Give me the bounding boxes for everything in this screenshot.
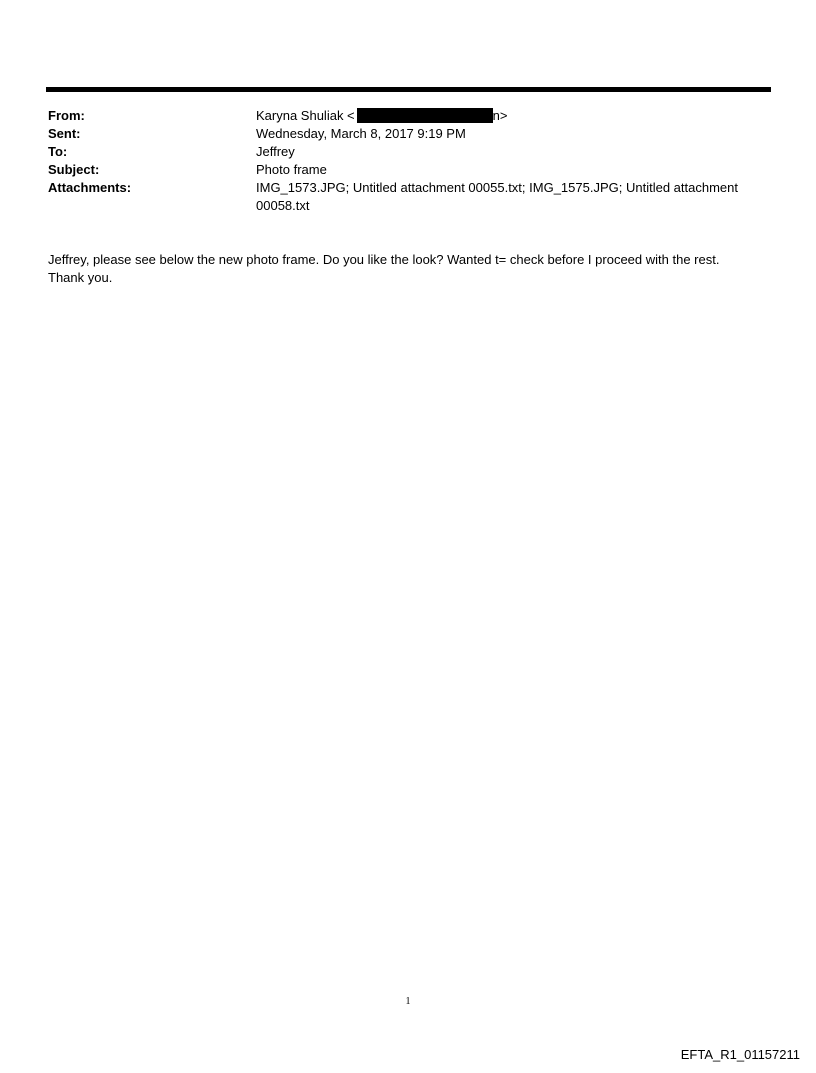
from-row (48, 107, 768, 125)
redaction-box (357, 108, 493, 123)
sent-row (48, 125, 768, 143)
to-row (48, 143, 768, 161)
body-closing: Thank you. (48, 270, 113, 285)
sent-label: Sent: (48, 126, 81, 141)
from-suffix: n> (492, 108, 508, 123)
from-value (256, 107, 756, 125)
email-body (48, 251, 778, 287)
attachments-row (48, 179, 768, 215)
from-label: From: (48, 108, 85, 123)
page-number: 1 (405, 996, 411, 1007)
subject-value: Photo frame (256, 162, 327, 177)
sent-value: Wednesday, March 8, 2017 9:19 PM (256, 126, 466, 141)
header-divider (46, 87, 771, 92)
email-header (48, 107, 768, 215)
subject-row (48, 161, 768, 179)
subject-label: Subject: (48, 162, 100, 177)
document-id: EFTA_R1_01157211 (680, 1047, 800, 1062)
body-paragraph: Jeffrey, please see below the new photo frame. Do you like the look? Wanted t= check before I proceed with the rest. (48, 252, 720, 267)
attachments-label: Attachments: (48, 180, 132, 195)
to-value: Jeffrey (256, 144, 295, 159)
to-label: To: (48, 144, 68, 159)
attachments-value: IMG_1573.JPG; Untitled attachment 00055.txt; IMG_1575.JPG; Untitled attachment 00058.txt (256, 180, 738, 213)
from-name: Karyna Shuliak < (256, 108, 355, 123)
